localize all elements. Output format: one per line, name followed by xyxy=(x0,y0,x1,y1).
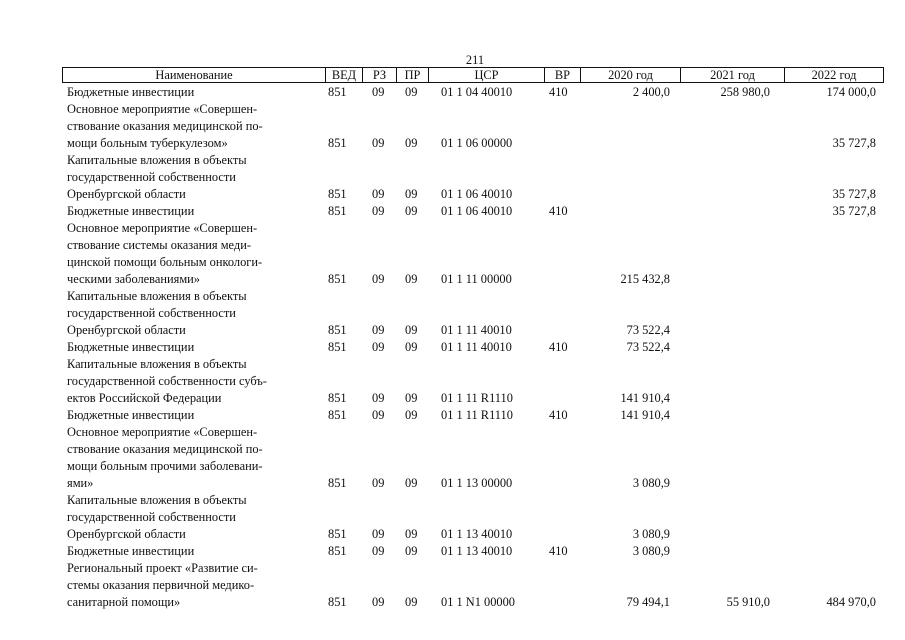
row-name-line: цинской помощи больным онкологи- xyxy=(67,255,263,269)
cell-pr: 09 xyxy=(405,204,418,218)
cell-ved: 851 xyxy=(328,204,347,218)
table-row xyxy=(0,101,905,152)
cell-ved: 851 xyxy=(328,544,347,558)
row-name xyxy=(67,101,317,152)
cell-ved: 851 xyxy=(328,391,347,405)
header-2022: 2022 год xyxy=(811,68,857,82)
header-2020: 2020 год xyxy=(608,68,653,82)
cell-2022: 35 727,8 xyxy=(832,136,876,150)
cell-csr: 01 1 13 00000 xyxy=(441,476,513,490)
row-name-line: санитарной помощи» xyxy=(67,595,181,609)
cell-2020: 3 080,9 xyxy=(632,544,670,558)
cell-vr: 410 xyxy=(549,408,568,422)
cell-2020: 141 910,4 xyxy=(620,391,670,405)
cell-2020: 141 910,4 xyxy=(620,408,670,422)
table-row xyxy=(0,84,905,101)
header-pr: ПР xyxy=(404,68,421,82)
cell-ved: 851 xyxy=(328,136,347,150)
row-name-line: государственной собственности субъ- xyxy=(67,374,267,388)
row-name-line: Основное мероприятие «Совершен- xyxy=(67,102,258,116)
cell-rz: 09 xyxy=(372,527,385,541)
cell-2022: 35 727,8 xyxy=(832,187,876,201)
table-row xyxy=(0,220,905,288)
cell-pr: 09 xyxy=(405,544,418,558)
header-2021: 2021 год xyxy=(710,68,755,82)
cell-ved: 851 xyxy=(328,476,347,490)
row-name-line: Основное мероприятие «Совершен- xyxy=(67,221,258,235)
cell-csr: 01 1 06 00000 xyxy=(441,136,513,150)
table-row xyxy=(0,543,905,560)
row-name xyxy=(67,356,317,407)
row-name-line: ствование оказания медицинской по- xyxy=(67,119,263,133)
header-name: Наименование xyxy=(155,68,233,82)
row-name xyxy=(67,543,317,560)
cell-vr: 410 xyxy=(549,544,568,558)
cell-2022: 484 970,0 xyxy=(826,595,876,609)
cell-ved: 851 xyxy=(328,527,347,541)
cell-pr: 09 xyxy=(405,323,418,337)
row-name-line: государственной собственности xyxy=(67,170,236,184)
cell-2020: 2 400,0 xyxy=(632,85,670,99)
cell-csr: 01 1 04 40010 xyxy=(441,85,513,99)
cell-rz: 09 xyxy=(372,136,385,150)
cell-rz: 09 xyxy=(372,272,385,286)
row-name xyxy=(67,492,317,543)
page-number: 211 xyxy=(465,53,485,67)
row-name-line: Оренбургской области xyxy=(67,527,186,541)
cell-2020: 3 080,9 xyxy=(632,527,670,541)
cell-ved: 851 xyxy=(328,85,347,99)
table-body xyxy=(0,84,905,611)
cell-rz: 09 xyxy=(372,476,385,490)
row-name xyxy=(67,203,317,220)
row-name xyxy=(67,339,317,356)
cell-pr: 09 xyxy=(405,85,418,99)
cell-pr: 09 xyxy=(405,272,418,286)
cell-rz: 09 xyxy=(372,187,385,201)
cell-rz: 09 xyxy=(372,391,385,405)
cell-csr: 01 1 11 00000 xyxy=(441,272,512,286)
cell-ved: 851 xyxy=(328,323,347,337)
table-row xyxy=(0,492,905,543)
cell-pr: 09 xyxy=(405,476,418,490)
table-row xyxy=(0,203,905,220)
row-name-line: государственной собственности xyxy=(67,306,236,320)
table-row xyxy=(0,407,905,424)
row-name-line: Бюджетные инвестиции xyxy=(67,408,195,422)
row-name-line: Оренбургской области xyxy=(67,323,186,337)
header-rz: РЗ xyxy=(372,68,387,82)
cell-rz: 09 xyxy=(372,323,385,337)
row-name-line: Бюджетные инвестиции xyxy=(67,204,195,218)
row-name-line: ческими заболеваниями» xyxy=(67,272,200,286)
cell-ved: 851 xyxy=(328,340,347,354)
cell-pr: 09 xyxy=(405,187,418,201)
table-row xyxy=(0,424,905,492)
table-row xyxy=(0,560,905,611)
cell-2020: 79 494,1 xyxy=(626,595,670,609)
row-name-line: Оренбургской области xyxy=(67,187,186,201)
cell-rz: 09 xyxy=(372,408,385,422)
cell-2020: 3 080,9 xyxy=(632,476,670,490)
header-vr: ВР xyxy=(554,68,571,82)
row-name-line: Бюджетные инвестиции xyxy=(67,85,195,99)
row-name xyxy=(67,152,317,203)
row-name xyxy=(67,560,317,611)
row-name xyxy=(67,220,317,288)
row-name xyxy=(67,407,317,424)
cell-csr: 01 1 13 40010 xyxy=(441,527,513,541)
row-name-line: Капитальные вложения в объекты xyxy=(67,153,247,167)
cell-ved: 851 xyxy=(328,272,347,286)
cell-ved: 851 xyxy=(328,187,347,201)
cell-vr: 410 xyxy=(549,85,568,99)
cell-pr: 09 xyxy=(405,527,418,541)
row-name-line: стемы оказания первичной медико- xyxy=(67,578,255,592)
cell-csr: 01 1 N1 00000 xyxy=(441,595,515,609)
cell-2020: 215 432,8 xyxy=(620,272,670,286)
row-name-line: Капитальные вложения в объекты xyxy=(67,357,247,371)
cell-rz: 09 xyxy=(372,204,385,218)
row-name-line: Капитальные вложения в объекты xyxy=(67,493,247,507)
cell-rz: 09 xyxy=(372,595,385,609)
cell-rz: 09 xyxy=(372,340,385,354)
cell-csr: 01 1 11 40010 xyxy=(441,340,512,354)
row-name-line: Региональный проект «Развитие си- xyxy=(67,561,258,575)
table-row xyxy=(0,288,905,339)
row-name xyxy=(67,424,317,492)
row-name-line: мощи больным прочими заболевани- xyxy=(67,459,263,473)
row-name xyxy=(67,288,317,339)
cell-2022: 35 727,8 xyxy=(832,204,876,218)
row-name-line: ями» xyxy=(67,476,94,490)
table-row xyxy=(0,356,905,407)
cell-csr: 01 1 11 R1110 xyxy=(441,408,513,422)
header-csr: ЦСР xyxy=(474,68,499,82)
table-row xyxy=(0,339,905,356)
row-name xyxy=(67,84,317,101)
cell-vr: 410 xyxy=(549,340,568,354)
header-ved: ВЕД xyxy=(331,68,357,82)
table-row xyxy=(0,152,905,203)
cell-csr: 01 1 11 R1110 xyxy=(441,391,513,405)
row-name-line: Бюджетные инвестиции xyxy=(67,340,195,354)
cell-csr: 01 1 06 40010 xyxy=(441,187,513,201)
cell-ved: 851 xyxy=(328,595,347,609)
cell-2022: 174 000,0 xyxy=(826,85,876,99)
row-name-line: мощи больным туберкулезом» xyxy=(67,136,228,150)
cell-pr: 09 xyxy=(405,136,418,150)
row-name-line: Капитальные вложения в объекты xyxy=(67,289,247,303)
cell-vr: 410 xyxy=(549,204,568,218)
cell-ved: 851 xyxy=(328,408,347,422)
cell-pr: 09 xyxy=(405,340,418,354)
row-name-line: государственной собственности xyxy=(67,510,236,524)
cell-2020: 73 522,4 xyxy=(626,340,670,354)
table-header xyxy=(62,67,884,83)
row-name-line: Основное мероприятие «Совершен- xyxy=(67,425,258,439)
cell-pr: 09 xyxy=(405,391,418,405)
row-name-line: ектов Российской Федерации xyxy=(67,391,222,405)
cell-csr: 01 1 06 40010 xyxy=(441,204,513,218)
cell-2020: 73 522,4 xyxy=(626,323,670,337)
cell-csr: 01 1 11 40010 xyxy=(441,323,512,337)
cell-2021: 258 980,0 xyxy=(720,85,770,99)
cell-2021: 55 910,0 xyxy=(726,595,770,609)
row-name-line: ствование системы оказания меди- xyxy=(67,238,251,252)
cell-pr: 09 xyxy=(405,595,418,609)
cell-rz: 09 xyxy=(372,85,385,99)
cell-pr: 09 xyxy=(405,408,418,422)
cell-rz: 09 xyxy=(372,544,385,558)
row-name-line: Бюджетные инвестиции xyxy=(67,544,195,558)
row-name-line: ствование оказания медицинской по- xyxy=(67,442,263,456)
cell-csr: 01 1 13 40010 xyxy=(441,544,513,558)
